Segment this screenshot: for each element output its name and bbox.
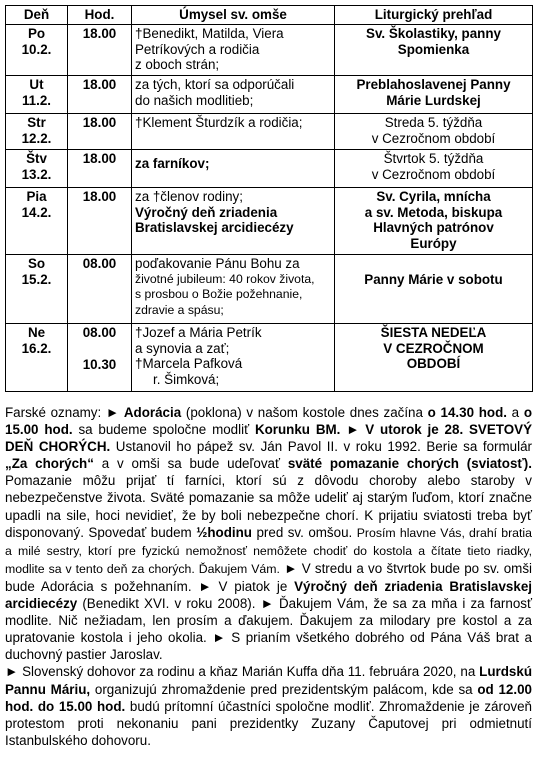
liturgy-line: Streda 5. týždňa bbox=[384, 115, 483, 130]
text-run: ► bbox=[340, 422, 366, 438]
day-cell bbox=[6, 188, 68, 255]
liturgy-line: Hlavných patrónov bbox=[373, 220, 494, 235]
intention-cell bbox=[132, 114, 335, 150]
liturgy-cell bbox=[335, 324, 533, 392]
intention-cell bbox=[132, 188, 335, 255]
day-name: Štv bbox=[26, 151, 47, 166]
day-cell bbox=[6, 324, 68, 392]
day-name: Ut bbox=[29, 77, 44, 92]
day-name: Pia bbox=[26, 189, 47, 204]
table-row bbox=[6, 114, 533, 150]
liturgy-line: OBDOBÍ bbox=[406, 356, 461, 371]
text-run: a bbox=[506, 405, 524, 420]
table-row bbox=[6, 150, 533, 188]
text-run: organizujú zhromaždenie pred prezidentským palácom, kde sa bbox=[90, 681, 478, 697]
hour-cell: 08.00 bbox=[68, 255, 132, 324]
hour-value: 10.30 bbox=[82, 356, 117, 372]
intention-line: a synovia a zať; bbox=[135, 340, 230, 356]
table-row bbox=[6, 324, 533, 392]
day-name: So bbox=[27, 256, 46, 271]
liturgy-line: Sv. Cyrila, mnícha bbox=[376, 189, 491, 204]
text-run: (Benedikt XVI. v roku 2008). ► Ďakujem Vám, že sa za mňa i za farnosť modlite. Nič nežiadam, len prosím a ďakujem. Ďakujem za milodary pre kostol a za upratovanie kostola i jeho okolia. ► S prianím všetkého dobrého od Pána Váš brat a duchovný pastier Jaroslav. bbox=[5, 596, 532, 663]
day-date: 14.2. bbox=[21, 204, 52, 220]
table-row bbox=[6, 188, 533, 255]
announcement-paragraph bbox=[5, 663, 532, 748]
liturgy-line: Sv. Školastiky, panny bbox=[366, 26, 501, 41]
intention-line: r. Šimková; bbox=[153, 371, 220, 387]
hour-cell bbox=[68, 324, 132, 392]
intention-line: životné jubileum: 40 rokov života, bbox=[135, 271, 315, 286]
liturgy-cell bbox=[335, 150, 533, 188]
liturgy-cell bbox=[335, 76, 533, 114]
day-name: Ne bbox=[27, 325, 46, 340]
intention-line: zdravie a spásu; bbox=[135, 302, 224, 317]
hour-value: 08.00 bbox=[82, 325, 117, 340]
intention-cell bbox=[132, 255, 335, 324]
liturgy-line: Spomienka bbox=[397, 41, 470, 57]
text-run: Výročný deň zriadenia Bratislavskej arcidiecézy bbox=[5, 578, 532, 612]
day-name: Str bbox=[27, 115, 46, 130]
intention-cell bbox=[132, 324, 335, 392]
text-run: budú prítomní účastníci spoločne modliť. Zhromaždenie je zároveň protestom proti nekonaniu pani prezidentky Zuzany Čaputovej pri odmietnutí Istanbulského dohovoru. bbox=[5, 698, 532, 748]
hour-cell: 18.00 bbox=[68, 76, 132, 114]
text-run: pred sv. omšou. bbox=[251, 524, 357, 540]
intention-cell bbox=[132, 25, 335, 76]
text-run: Lurdskú Pannu Máriu, bbox=[5, 664, 532, 697]
header-liturgy: Liturgický prehľad bbox=[335, 6, 533, 25]
text-run: V utorok je 28. SVETOVÝ DEŇ CHORÝCH. bbox=[5, 422, 533, 455]
header-hour: Hod. bbox=[68, 6, 132, 25]
hour-cell: 18.00 bbox=[68, 25, 132, 76]
intention-line: za tých, ktorí sa odporúčali bbox=[135, 77, 295, 92]
announcement-paragraph bbox=[5, 404, 532, 663]
text-run: ½hodinu bbox=[196, 524, 252, 540]
day-date: 11.2. bbox=[21, 92, 52, 108]
day-date: 10.2. bbox=[21, 41, 52, 57]
hour-cell: 18.00 bbox=[68, 114, 132, 150]
text-run: o 15.00 hod. bbox=[5, 405, 533, 438]
intention-line: do našich modlitieb; bbox=[135, 92, 254, 108]
liturgy-cell bbox=[335, 114, 533, 150]
liturgy-cell bbox=[335, 255, 533, 324]
day-date: 12.2. bbox=[21, 130, 52, 146]
text-run: ► V stredu a vo štvrtok bude po sv. omši bude Adorácia s požehnaním. ► V piatok je bbox=[5, 560, 532, 594]
text-run: o 14.30 hod. bbox=[427, 405, 507, 420]
liturgy-line: a sv. Metoda, biskupa bbox=[364, 204, 503, 220]
liturgy-line: Márie Lurdskej bbox=[386, 92, 481, 108]
intention-line: Výročný deň zriadenia bbox=[135, 204, 278, 220]
text-run: „Za chorých“ bbox=[5, 456, 94, 472]
intention-line: †Klement Šturdzík a rodičia; bbox=[135, 115, 303, 130]
day-cell bbox=[6, 76, 68, 114]
liturgy-line: v Cezročnom období bbox=[371, 130, 496, 146]
table-row bbox=[6, 25, 533, 76]
text-run: Ustanovil ho pápež sv. Ján Pavol II. v roku 1992. Berie sa formulár bbox=[110, 439, 532, 455]
intention-line: za farníkov; bbox=[135, 156, 210, 171]
text-run: Farské oznamy: ► bbox=[5, 405, 124, 420]
liturgy-line: v Cezročnom období bbox=[371, 166, 496, 182]
hour-cell: 18.00 bbox=[68, 188, 132, 255]
day-cell bbox=[6, 25, 68, 76]
liturgy-line: Európy bbox=[410, 235, 457, 251]
header-intention: Úmysel sv. omše bbox=[132, 6, 335, 25]
day-cell bbox=[6, 255, 68, 324]
intention-cell bbox=[132, 76, 335, 114]
liturgy-cell bbox=[335, 188, 533, 255]
liturgy-cell bbox=[335, 25, 533, 76]
intention-line: s prosbou o Božie požehnanie, bbox=[135, 287, 303, 301]
intention-line: †Jozef a Mária Petrík bbox=[135, 325, 262, 340]
day-date: 13.2. bbox=[21, 166, 52, 182]
day-date: 16.2. bbox=[21, 340, 52, 356]
text-run: sa budeme spoločne modliť bbox=[72, 422, 255, 438]
parish-announcements bbox=[5, 404, 532, 749]
liturgy-line: Panny Márie v sobotu bbox=[364, 272, 503, 287]
intention-line: za †členov rodiny; bbox=[135, 189, 243, 204]
text-run: ► Slovenský dohovor za rodinu a kňaz Marián Kuffa dňa 11. februára 2020, na bbox=[5, 664, 480, 680]
day-date: 15.2. bbox=[21, 271, 52, 287]
intention-line: †Benedikt, Matilda, Viera bbox=[135, 26, 284, 41]
mass-schedule-table bbox=[5, 5, 533, 392]
day-cell bbox=[6, 114, 68, 150]
table-row bbox=[6, 76, 533, 114]
text-run: Adorácia bbox=[123, 405, 182, 420]
text-run: (poklona) v našom kostole dnes začína bbox=[181, 405, 428, 420]
text-run: Prosím hlavne Vás, drahí bratia a milé sestry, ktorí pre fyzickú nemožnosť nemôžete chodiť do kostola a čítate tieto riadky, modlite sa v tento deň za chorých. Ďakujem Vám. bbox=[5, 525, 533, 576]
day-cell bbox=[6, 150, 68, 188]
table-row bbox=[6, 255, 533, 324]
liturgy-line: V CEZROČNOM bbox=[383, 340, 484, 356]
hour-cell: 18.00 bbox=[68, 150, 132, 188]
intention-line: z oboch strán; bbox=[135, 57, 220, 72]
text-run: a v omši sa bude udeľovať bbox=[93, 456, 288, 472]
text-run: Pomazanie môžu prijať tí farníci, ktorí sú z dôvodu choroby alebo staroby v nebezpečenstve života. Sväté pomazanie sa môže udeliť aj starým ľuďom, ktorí značne upadli na sile, hoci nevidieť, že by boli nebezpečne chorí. K prijatiu sviatosti treba byť disponovaný. Spovedať budem bbox=[5, 473, 532, 540]
intention-line: poďakovanie Pánu Bohu za bbox=[135, 256, 300, 271]
intention-cell bbox=[132, 150, 335, 188]
text-run: sväté pomazanie chorých (sviatosť). bbox=[287, 456, 532, 472]
liturgy-line: Preblahoslavenej Panny bbox=[356, 77, 511, 92]
liturgy-line: ŠIESTA NEDEĽA bbox=[380, 325, 487, 340]
text-run: Korunku BM. bbox=[254, 422, 341, 438]
table-header-row bbox=[6, 6, 533, 25]
liturgy-line: Štvrtok 5. týždňa bbox=[383, 151, 484, 166]
intention-line: Petríkových a rodičia bbox=[135, 41, 260, 57]
intention-line: †Marcela Pafková bbox=[135, 356, 243, 371]
intention-line: Bratislavskej arcidiecézy bbox=[135, 220, 294, 235]
day-name: Po bbox=[27, 26, 46, 41]
text-run: od 12.00 hod. do 15.00 hod. bbox=[5, 681, 532, 714]
header-day: Deň bbox=[6, 6, 68, 25]
